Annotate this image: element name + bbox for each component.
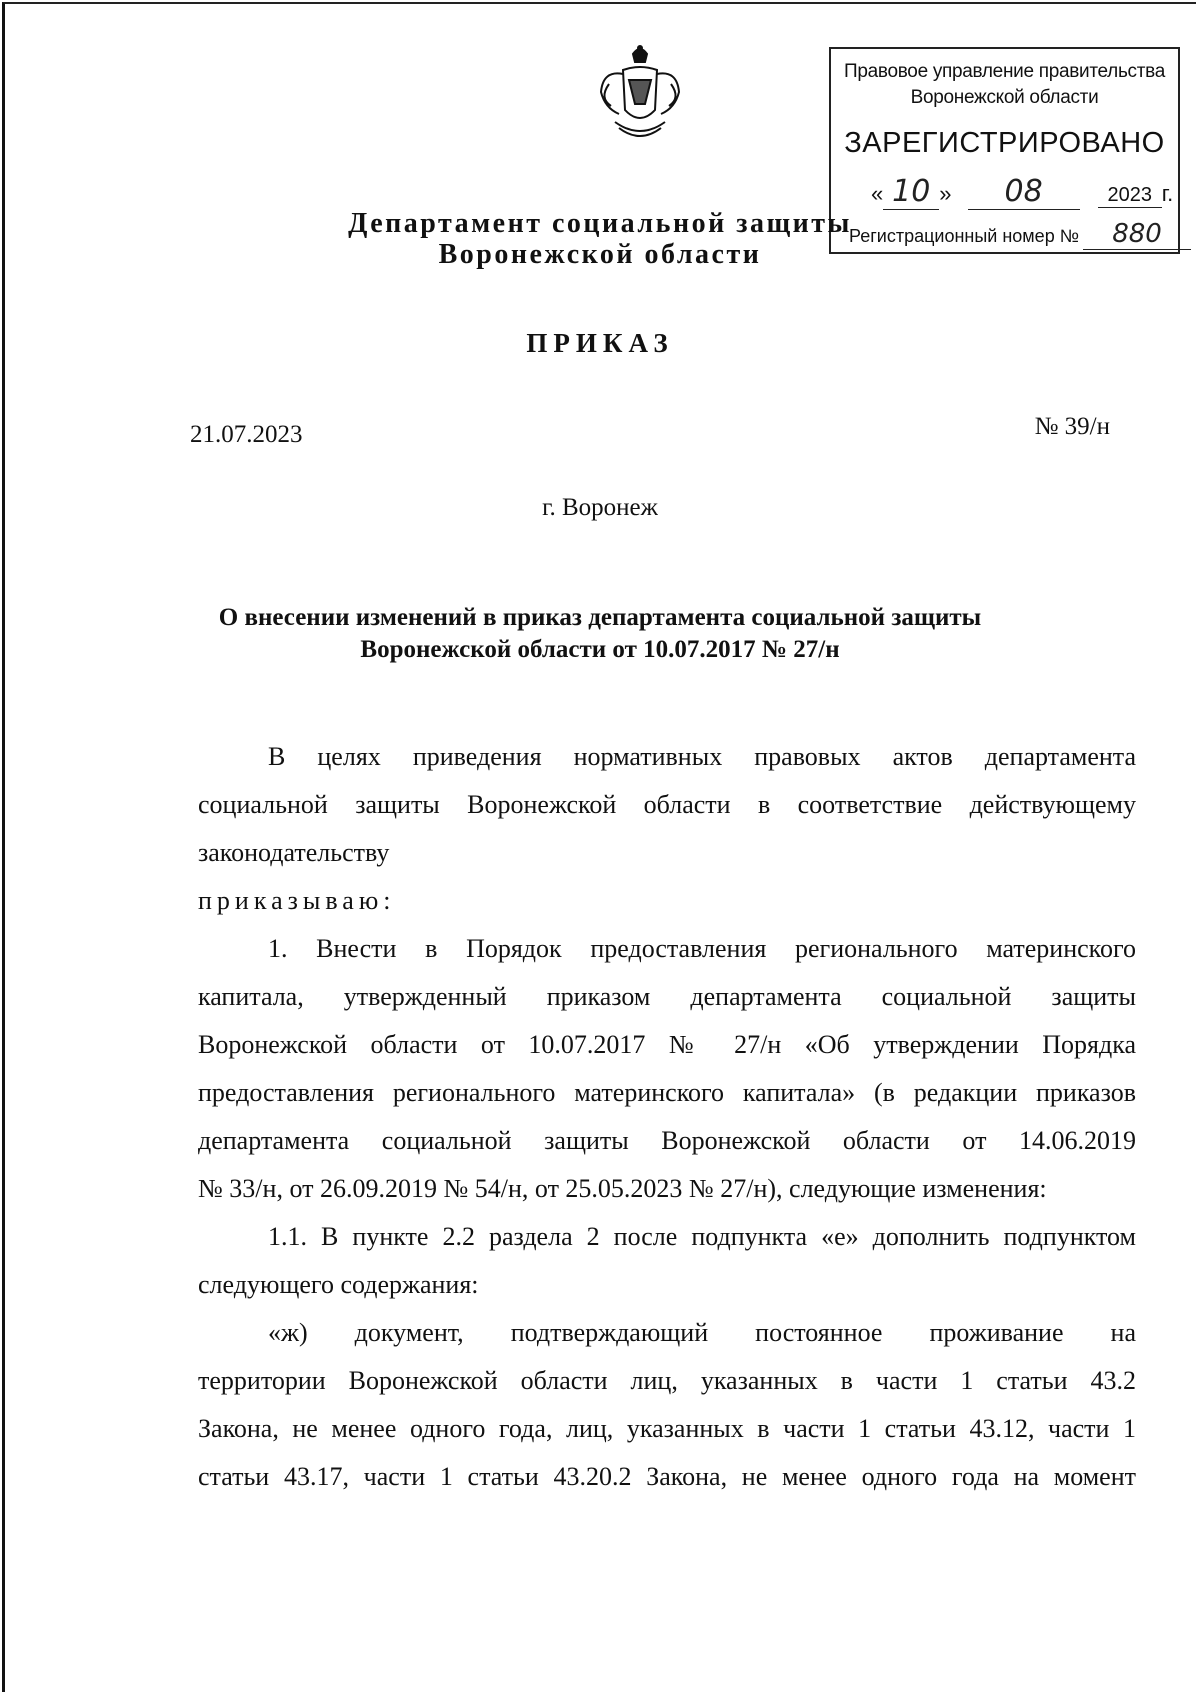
- body-line: «ж) документ, подтверждающий постоянное проживание на: [268, 1318, 1136, 1347]
- stamp-year-suffix: г.: [1161, 181, 1174, 206]
- stamp-status: ЗАРЕГИСТРИРОВАНО: [844, 127, 1165, 159]
- subject-line: О внесении изменений в приказ департамента социальной защиты: [218, 604, 982, 631]
- stamp-month: 08: [968, 174, 1080, 210]
- body-line: законодательству: [198, 838, 390, 867]
- body-line: Закона, не менее одного года, лиц, указанных в части 1 статьи 43.12, части 1: [198, 1414, 1136, 1443]
- stamp-day: 10: [883, 174, 939, 210]
- stamp-reg-label: Регистрационный номер №: [849, 226, 1080, 246]
- body-line: статьи 43.17, части 1 статьи 43.20.2 Закона, не менее одного года на момент: [198, 1462, 1136, 1491]
- body-line: № 33/н, от 26.09.2019 № 54/н, от 25.05.2023 № 27/н), следующие изменения:: [198, 1174, 1047, 1203]
- document-type: ПРИКАЗ: [526, 328, 674, 358]
- body-line: 1.1. В пункте 2.2 раздела 2 после подпункта «е» дополнить подпунктом: [268, 1222, 1136, 1251]
- document-subject: [0, 602, 1200, 666]
- document-number: № 39/н: [1034, 413, 1110, 440]
- stamp-org-line: Правовое управление правительства: [843, 61, 1165, 82]
- subject-line: Воронежской области от 10.07.2017 № 27/н: [360, 636, 840, 663]
- body-line: территории Воронежской области лиц, указанных в части 1 статьи 43.2: [198, 1366, 1136, 1395]
- stamp-year: 2023: [1098, 184, 1162, 208]
- coat-of-arms-icon: [595, 40, 685, 145]
- body-line: капитала, утвержденный приказом департамента социальной защиты: [198, 982, 1136, 1011]
- stamp-org-line: Воронежской области: [910, 87, 1099, 108]
- body-line: департамента социальной защиты Воронежской области от 14.06.2019: [198, 1126, 1136, 1155]
- stamp-date: « 10 » 08 2023 г.: [871, 174, 1174, 209]
- document-body: [198, 733, 1136, 1501]
- department-line: Департамент социальной защиты: [348, 208, 852, 239]
- document-date: 21.07.2023: [190, 421, 303, 448]
- body-line: следующего содержания:: [198, 1270, 479, 1299]
- document-city: г. Воронеж: [542, 494, 658, 521]
- body-line: 1. Внести в Порядок предоставления регионального материнского: [268, 934, 1136, 963]
- order-word: приказываю:: [198, 886, 396, 915]
- stamp-reg-number: 880: [1083, 219, 1191, 250]
- department-line: Воронежской области: [438, 239, 762, 270]
- body-line: В целях приведения нормативных правовых актов департамента: [268, 742, 1136, 771]
- body-line: предоставления регионального материнского капитала» (в редакции приказов: [198, 1078, 1136, 1107]
- body-line: Воронежской области от 10.07.2017 № 27/н «Об утверждении Порядка: [198, 1030, 1136, 1059]
- body-line: социальной защиты Воронежской области в соответствие действующему: [198, 790, 1136, 819]
- department-name: [0, 208, 1200, 270]
- stamp-organization: [831, 59, 1178, 111]
